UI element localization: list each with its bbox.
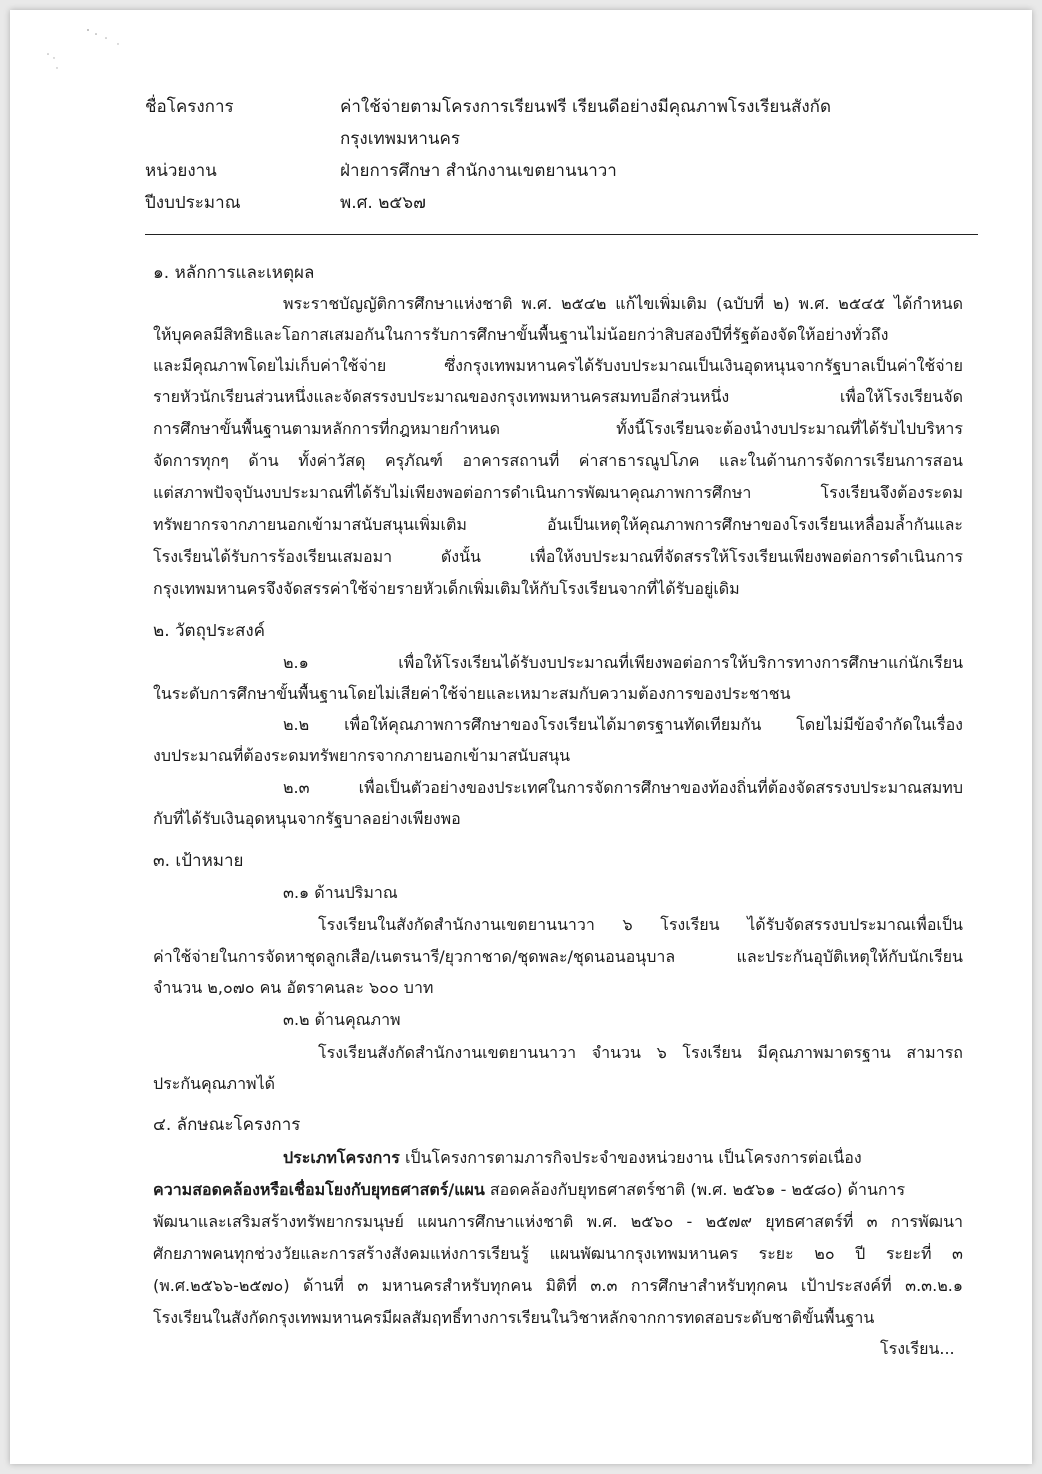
- strategy-alignment-line: [153, 1179, 963, 1201]
- section2-line: ๒.๒ เพื่อให้คุณภาพการศึกษาของโรงเรียนได้มาตรฐานทัดเทียมกัน โดยไม่มีข้อจำกัดในเรื่อง: [283, 715, 963, 734]
- section1-line: การศึกษาขั้นพื้นฐานตามหลักการที่กฎหมายกำหนด ทั้งนี้โรงเรียนจะต้องนำงบประมาณที่ได้รับไปบริหาร: [153, 419, 963, 438]
- section1-heading: ๑. หลักการและเหตุผล: [153, 263, 315, 283]
- project-type-label: ประเภทโครงการ: [283, 1148, 400, 1167]
- section1-line: ให้บุคคลมีสิทธิและโอกาสเสมอกันในการรับการศึกษาขั้นพื้นฐานไม่น้อยกว่าสิบสองปีที่รัฐต้องจัดให้อย่างทั่วถึง: [153, 325, 889, 344]
- section2-line: งบประมาณที่ต้องระดมทรัพยากรจากภายนอกเข้ามาสนับสนุน: [153, 746, 571, 765]
- section4-heading: ๔. ลักษณะโครงการ: [153, 1115, 301, 1135]
- project-value: ค่าใช้จ่ายตามโครงการเรียนฟรี เรียนดีอย่างมีคุณภาพโรงเรียนสังกัด: [340, 97, 831, 117]
- section3-line: จำนวน ๒,๐๗๐ คน อัตราคนละ ๖๐๐ บาท: [153, 978, 434, 997]
- section1-line: แต่สภาพปัจจุบันงบประมาณที่ได้รับไม่เพียงพอต่อการดำเนินการพัฒนาคุณภาพการศึกษา โรงเรียนจึงต้องระดม: [153, 483, 963, 502]
- unit-value: ฝ่ายการศึกษา สำนักงานเขตยานนาวา: [340, 161, 617, 181]
- section3-line: ค่าใช้จ่ายในการจัดหาชุดลูกเสือ/เนตรนารี/ยุวกาชาด/ชุดพละ/ชุดนอนอนุบาล และประกันอุบัติเหตุให้กับนักเรียน: [153, 947, 963, 966]
- strategy-alignment-label: ความสอดคล้องหรือเชื่อมโยงกับยุทธศาสตร์/แผน: [153, 1180, 485, 1199]
- section1-line: ทรัพยากรจากภายนอกเข้ามาสนับสนุนเพิ่มเติม อันเป็นเหตุให้คุณภาพการศึกษาของโรงเรียนเหลื่อมล้ำกันและ: [153, 515, 963, 534]
- year-label: ปีงบประมาณ: [145, 193, 241, 213]
- document-page: [10, 10, 1032, 1464]
- page-continuation: โรงเรียน...: [880, 1339, 955, 1358]
- section3-line: โรงเรียนสังกัดสำนักงานเขตยานนาวา จำนวน ๖ โรงเรียน มีคุณภาพมาตรฐาน สามารถ: [318, 1043, 963, 1062]
- project-value-cont: กรุงเทพมหานคร: [340, 129, 461, 149]
- header-divider: [145, 234, 978, 235]
- section3-heading: ๓. เป้าหมาย: [153, 851, 244, 871]
- section3-line: โรงเรียนในสังกัดสำนักงานเขตยานนาวา ๖ โรงเรียน ได้รับจัดสรรงบประมาณเพื่อเป็น: [318, 915, 963, 934]
- scan-specks: [40, 20, 130, 90]
- section4-line: (พ.ศ.๒๕๖๖-๒๕๗๐) ด้านที่ ๓ มหานครสำหรับทุกคน มิติที่ ๓.๓ การศึกษาสำหรับทุกคน เป้าประสงค์ที่ ๓.๓.๒.๑: [153, 1276, 963, 1295]
- section1-line: กรุงเทพมหานครจึงจัดสรรค่าใช้จ่ายรายหัวเด็กเพิ่มเติมให้กับโรงเรียนจากที่ได้รับอยู่เดิม: [153, 579, 740, 598]
- section4-line: ศักยภาพคนทุกช่วงวัยและการสร้างสังคมแห่งการเรียนรู้ แผนพัฒนากรุงเทพมหานคร ระยะ ๒๐ ปี ระยะที่ ๓: [153, 1244, 963, 1263]
- section2-line: ๒.๑ เพื่อให้โรงเรียนได้รับงบประมาณที่เพียงพอต่อการให้บริการทางการศึกษาแก่นักเรียน: [283, 653, 963, 672]
- section3-line: ๓.๑ ด้านปริมาณ: [283, 883, 398, 902]
- year-value: พ.ศ. ๒๕๖๗: [340, 193, 426, 213]
- section4-line: พัฒนาและเสริมสร้างทรัพยากรมนุษย์ แผนการศึกษาแห่งชาติ พ.ศ. ๒๕๖๐ - ๒๕๗๙ ยุทธศาสตร์ที่ ๓ การพัฒนา: [153, 1212, 963, 1231]
- project-type-line: [283, 1147, 963, 1169]
- section2-line: ในระดับการศึกษาขั้นพื้นฐานโดยไม่เสียค่าใช้จ่ายและเหมาะสมกับความต้องการของประชาชน: [153, 684, 791, 703]
- section1-line: พระราชบัญญัติการศึกษาแห่งชาติ พ.ศ. ๒๕๔๒ แก้ไขเพิ่มเติม (ฉบับที่ ๒) พ.ศ. ๒๕๔๕ ได้กำหนด: [283, 294, 963, 313]
- section1-line: และมีคุณภาพโดยไม่เก็บค่าใช้จ่าย ซึ่งกรุงเทพมหานครได้รับงบประมาณเป็นเงินอุดหนุนจากรัฐบาลเป็นค่าใช้จ่าย: [153, 356, 963, 375]
- section1-line: จัดการทุกๆ ด้าน ทั้งค่าวัสดุ ครุภัณฑ์ อาคารสถานที่ ค่าสาธารณูปโภค และในด้านการจัดการเรียนการสอน: [153, 451, 963, 470]
- section3-line: ประกันคุณภาพได้: [153, 1074, 276, 1093]
- project-label: ชื่อโครงการ: [145, 97, 234, 117]
- section2-line: กับที่ได้รับเงินอุดหนุนจากรัฐบาลอย่างเพียงพอ: [153, 809, 461, 828]
- section1-line: โรงเรียนได้รับการร้องเรียนเสมอมา ดังนั้น เพื่อให้งบประมาณที่จัดสรรให้โรงเรียนเพียงพอต่อการดำเนินการ: [153, 547, 963, 566]
- section3-line: ๓.๒ ด้านคุณภาพ: [283, 1010, 401, 1029]
- project-type-text: เป็นโครงการตามภารกิจประจำของหน่วยงาน เป็นโครงการต่อเนื่อง: [399, 1148, 862, 1167]
- unit-label: หน่วยงาน: [145, 161, 217, 181]
- section4-line: โรงเรียนในสังกัดกรุงเทพมหานครมีผลสัมฤทธิ์ทางการเรียนในวิชาหลักจากการทดสอบระดับชาติขั้นพื้นฐาน: [153, 1308, 875, 1327]
- section2-line: ๒.๓ เพื่อเป็นตัวอย่างของประเทศในการจัดการศึกษาของท้องถิ่นที่ต้องจัดสรรงบประมาณสมทบ: [283, 778, 963, 797]
- strategy-alignment-text: สอดคล้องกับยุทธศาสตร์ชาติ (พ.ศ. ๒๕๖๑ - ๒๕๘๐) ด้านการ: [484, 1180, 906, 1199]
- section2-heading: ๒. วัตถุประสงค์: [153, 621, 265, 641]
- section1-line: รายหัวนักเรียนส่วนหนึ่งและจัดสรรงบประมาณของกรุงเทพมหานครสมทบอีกส่วนหนึ่ง เพื่อให้โรงเรียนจัด: [153, 387, 963, 406]
